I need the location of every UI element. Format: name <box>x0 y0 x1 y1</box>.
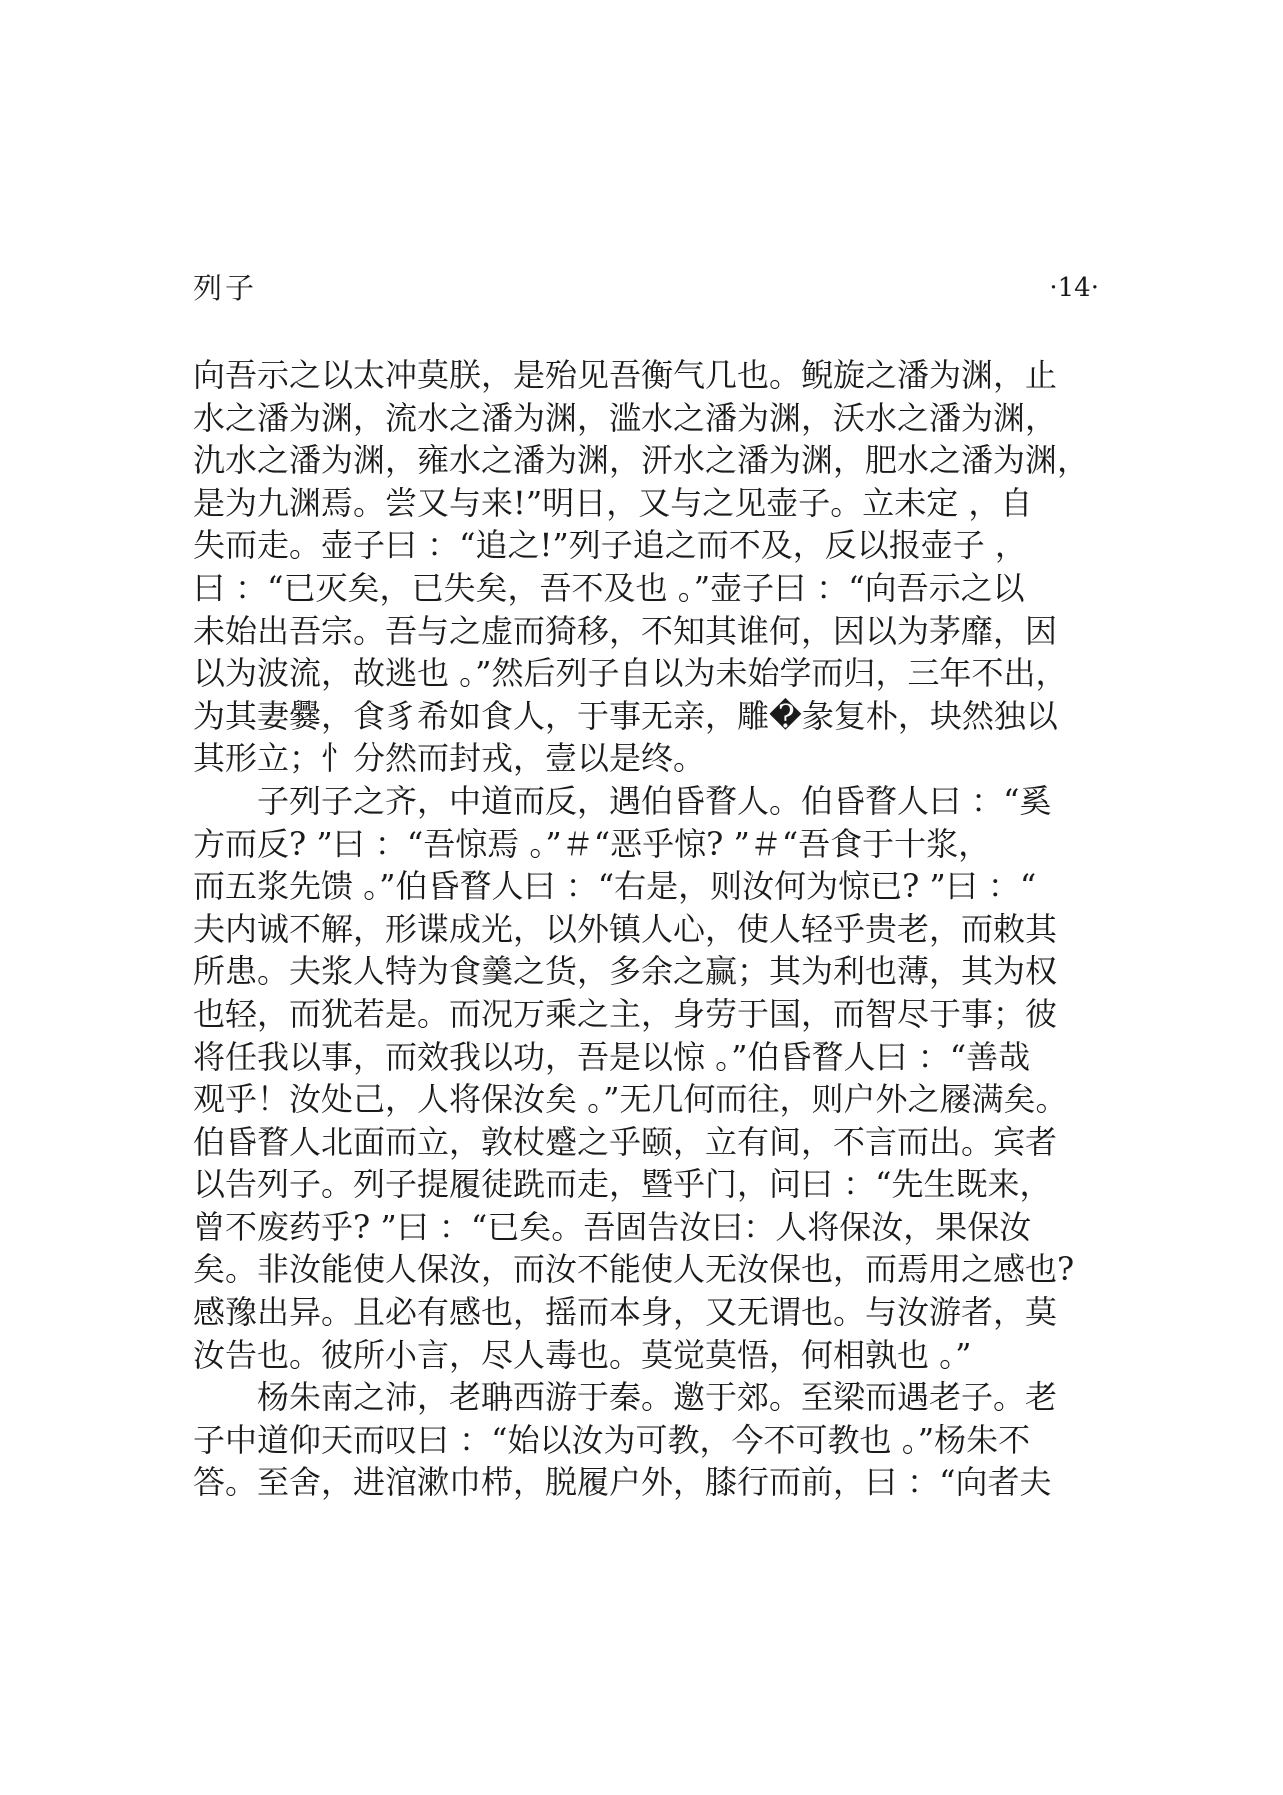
text-line: 杨朱南之沛，老聃西游于秦。邀于郊。至梁而遇老子。老 <box>257 1378 1058 1417</box>
text-line: 观乎！汝处己，人将保汝矣 。”无几何而往，则户外之屦满矣。 <box>193 1080 1068 1119</box>
text-line: 子列子之齐，中道而反，遇伯昏瞀人。伯昏瞀人曰 ：“奚 <box>257 781 1052 820</box>
text-line: 汝告也。彼所小言，尽人毒也。莫觉莫悟，何相孰也 。” <box>193 1335 972 1374</box>
text-line: 失而走。壶子曰 ：“追之!”列子追之而不及，反以报壶子 ， <box>193 526 1027 565</box>
text-line: 曰 ：“已灭矣，已失矣，吾不及也 。”壶子曰 ：“向吾示之以 <box>193 568 1025 607</box>
text-line: 水之潘为渊，流水之潘为渊，滥水之潘为渊，沃水之潘为渊， <box>193 398 1058 437</box>
text-line: 将任我以事，而效我以功，吾是以惊 。”伯昏瞀人曰 ：“善哉 <box>193 1037 1031 1076</box>
text-line: 也轻，而犹若是。而况万乘之主，身劳于国，而智尽于事；彼 <box>193 994 1058 1033</box>
text-line: 矣。非汝能使人保汝，而汝不能使人无汝保也，而焉用之感也? <box>193 1250 1075 1289</box>
body-text <box>193 354 1111 1504</box>
text-line: 氿水之潘为渊，雍水之潘为渊，汧水之潘为渊，肥水之潘为渊， <box>193 441 1090 480</box>
book-title: 列子 <box>193 271 258 305</box>
text-line: 夫内诚不解，形谍成光，以外镇人心，使人轻乎贵老，而敕其 <box>193 909 1058 948</box>
text-line: 以为波流，故逃也 。”然后列子自以为未始学而归，三年不出， <box>193 654 1068 693</box>
text-line: 感豫出异。且必有感也，摇而本身，又无谓也。与汝游者，莫 <box>193 1293 1058 1332</box>
text-line: 向吾示之以太冲莫朕，是殆见吾衡气几也。鲵旋之潘为渊，止 <box>193 356 1058 394</box>
text-line: 以告列子。列子提履徒跣而走，暨乎门，问曰 ：“先生既来， <box>193 1165 1052 1204</box>
text-line: 方而反? ”曰 ：“吾惊焉 。”＃“恶乎惊? ”＃“吾食于十浆， <box>193 824 991 863</box>
text-line: 答。至舍，进涫漱巾栉，脱履户外，膝行而前，曰 ：“向者夫 <box>193 1463 1052 1502</box>
text-line: 所患。夫浆人特为食羹之货，多余之赢；其为利也薄，其为权 <box>193 952 1058 991</box>
page-number: ·14· <box>1049 273 1099 303</box>
text-line: 而五浆先馈 。”伯昏瞀人曰 ：“右是，则汝何为惊已? ”曰 ：“ <box>193 867 1037 906</box>
text-line: 是为九渊焉。尝又与来!”明日，又与之见壶子。立未定 ，自 <box>193 483 1033 522</box>
text-line: 曾不废药乎? ”曰 ：“已矣。吾固告汝曰：人将保汝，果保汝 <box>193 1207 1032 1246</box>
text-line: 为其妻爨，食豸希如食人，于事无亲，雕�彖复朴，块然独以 <box>193 696 1058 735</box>
text-line: 其形立；忄分然而封戎，壹以是终。 <box>193 739 706 778</box>
text-line: 伯昏瞀人北面而立，敦杖蹙之乎颐，立有间，不言而出。宾者 <box>193 1122 1058 1161</box>
text-line: 子中道仰天而叹曰 ：“始以汝为可教，今不可教也 。”杨朱不 <box>193 1420 1031 1459</box>
text-line: 未始出吾宗。吾与之虚而猗移，不知其谁何，因以为茅靡，因 <box>193 611 1058 650</box>
running-header <box>193 268 1099 308</box>
